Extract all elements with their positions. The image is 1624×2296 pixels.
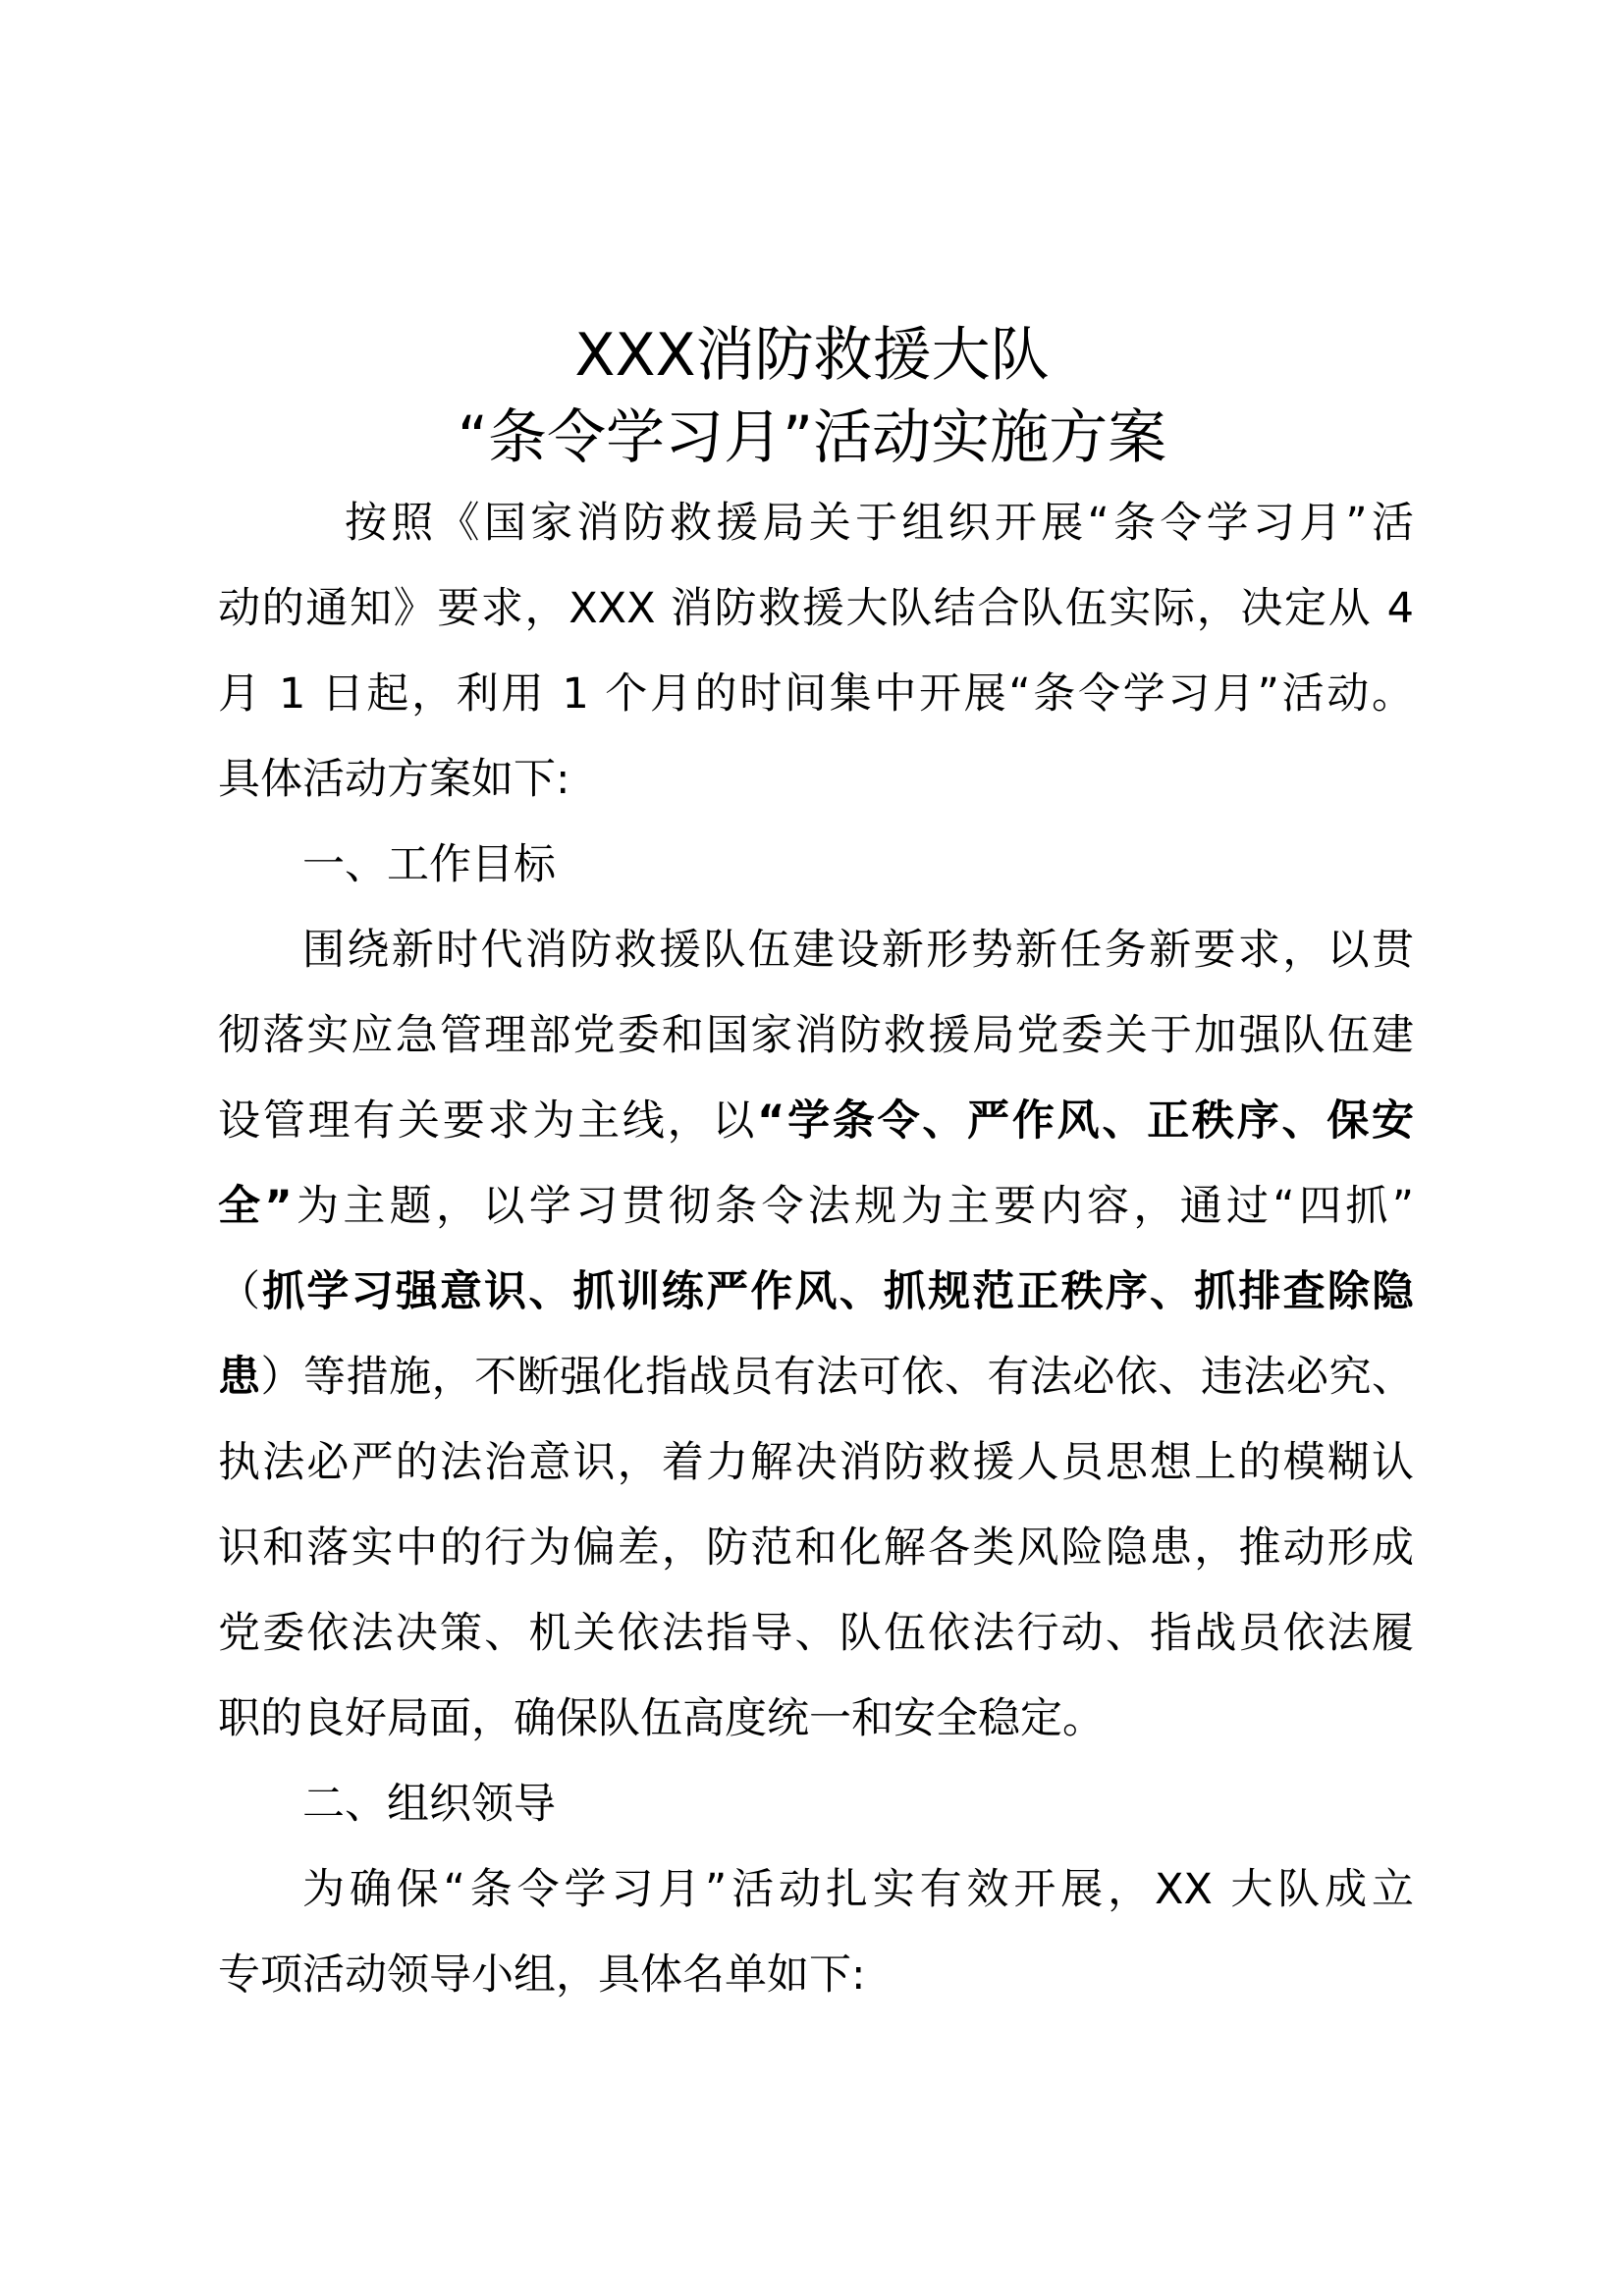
text-line bbox=[302, 1775, 1414, 1834]
text-segment: （ bbox=[218, 1267, 263, 1316]
text-line bbox=[218, 750, 1414, 809]
text-line bbox=[218, 1519, 1414, 1577]
text-segment: 为主题，以学习贯彻条令法规为主要内容，通过“四抓” bbox=[292, 1182, 1414, 1231]
bold-text-segment: 抓学习强意识、抓训练严作风、抓规范正秩序、抓排查除隐 bbox=[262, 1267, 1415, 1316]
text-segment: 党委依法决策、机关依法指导、队伍依法行动、指战员依法履 bbox=[218, 1609, 1414, 1658]
text-segment: 月 1 日起，利用 1 个月的时间集中开展“条令学习月”活动。 bbox=[218, 669, 1414, 719]
text-line bbox=[218, 1689, 1414, 1748]
text-segment: 按照《国家消防救援局关于组织开展“条令学习月”活 bbox=[345, 499, 1414, 548]
text-line bbox=[302, 1860, 1414, 1919]
text-segment: 具体活动方案如下: bbox=[218, 755, 570, 804]
bold-text-segment: 全” bbox=[218, 1182, 293, 1231]
text-segment: 执法必严的法治意识，着力解决消防救援人员思想上的模糊认 bbox=[218, 1438, 1414, 1487]
text-line bbox=[218, 1348, 1414, 1407]
text-line bbox=[218, 1262, 1414, 1321]
text-segment: 二、组织领导 bbox=[302, 1780, 556, 1829]
text-segment: 围绕新时代消防救援队伍建设新形势新任务新要求，以贯 bbox=[302, 926, 1414, 975]
text-segment: 彻落实应急管理部党委和国家消防救援局党委关于加强队伍建 bbox=[218, 1011, 1414, 1060]
bold-text-segment: 患 bbox=[218, 1353, 261, 1402]
text-segment: ）等措施，不断强化指战员有法可依、有法必依、违法必究、 bbox=[260, 1353, 1415, 1402]
text-segment: 职的良好局面，确保队伍高度统一和安全稳定。 bbox=[218, 1694, 1105, 1743]
text-line bbox=[345, 494, 1414, 553]
text-line bbox=[218, 579, 1414, 638]
text-segment: 为确保“条令学习月”活动扎实有效开展，XX 大队成立 bbox=[302, 1865, 1414, 1914]
document-title-line1: XXX消防救援大队 bbox=[574, 321, 1050, 390]
text-line bbox=[218, 1604, 1414, 1663]
text-line bbox=[218, 665, 1414, 723]
text-segment: 识和落实中的行为偏差，防范和化解各类风险隐患，推动形成 bbox=[218, 1523, 1414, 1573]
text-segment: 专项活动领导小组，具体名单如下: bbox=[218, 1950, 866, 2000]
text-line bbox=[218, 1946, 1414, 2004]
text-line bbox=[302, 921, 1414, 980]
document-title-line2: “条令学习月”活动实施方案 bbox=[457, 403, 1167, 472]
text-segment: 设管理有关要求为主线，以 bbox=[218, 1096, 758, 1146]
text-segment: 动的通知》要求，XXX 消防救援大队结合队伍实际，决定从 4 bbox=[218, 584, 1414, 633]
bold-text-segment: “学条令、严作风、正秩序、保安 bbox=[757, 1096, 1414, 1146]
text-line bbox=[218, 1433, 1414, 1492]
text-line bbox=[218, 1006, 1414, 1065]
text-line bbox=[302, 835, 1414, 894]
text-segment: 一、工作目标 bbox=[302, 840, 556, 889]
text-line bbox=[218, 1177, 1414, 1236]
text-line bbox=[218, 1092, 1414, 1150]
